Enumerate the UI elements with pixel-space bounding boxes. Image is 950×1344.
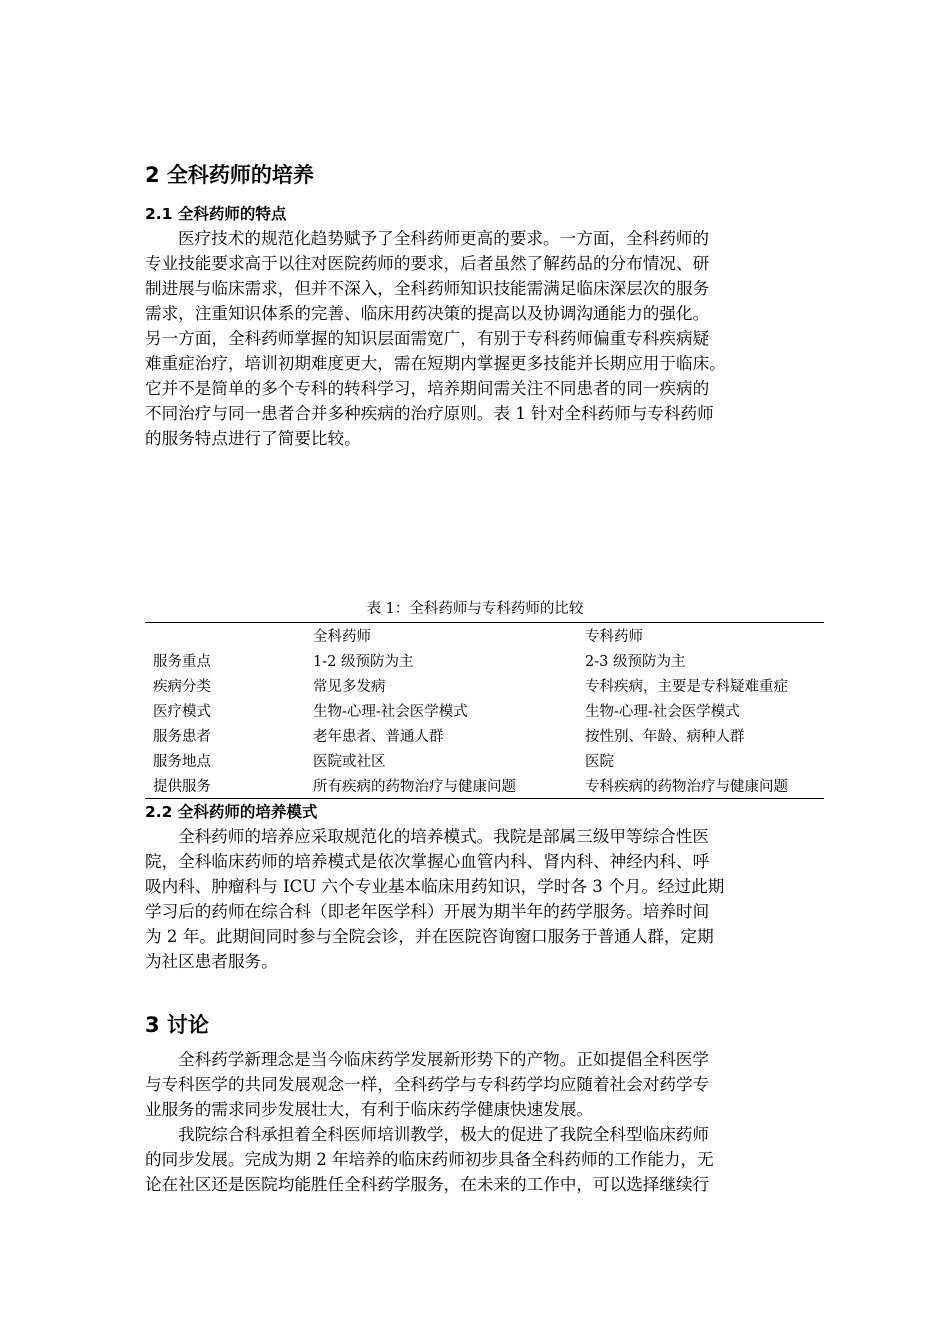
section-2-1-heading: 2.1 全科药师的特点 — [145, 205, 287, 223]
table-cell: 专科疾病的药物治疗与健康问题 — [585, 773, 824, 799]
table-cell: 按性别、年龄、病种人群 — [585, 729, 745, 745]
text-line: 难重症治疗，培训初期难度更大，需在短期内掌握更多技能并长期应用于临床。 — [145, 354, 726, 373]
comparison-table — [145, 622, 824, 799]
table-cell: 生物-心理-社会医学模式 — [313, 704, 468, 720]
text-line: 我院综合科承担着全科医师培训教学，极大的促进了我院全科型临床药师 — [178, 1125, 709, 1144]
text-line: 吸内科、肿瘤科与 ICU 六个专业基本临床用药知识，学时各 3 个月。经过此期 — [145, 877, 725, 896]
text-line: 它并不是简单的多个专科的转科学习，培养期间需关注不同患者的同一疾病的 — [145, 379, 710, 398]
text-line: 的服务特点进行了简要比较。 — [145, 429, 361, 448]
table-cell: 所有疾病的药物治疗与健康问题 — [313, 773, 585, 799]
table-cell: 1-2 级预防为主 — [313, 654, 414, 670]
table-header-row — [145, 623, 824, 649]
table-cell: 常见多发病 — [313, 679, 386, 695]
table-row — [145, 698, 824, 723]
text-line: 为 2 年。此期间同时参与全院会诊，并在医院咨询窗口服务于普通人群，定期 — [145, 927, 714, 946]
text-line: 制进展与临床需求，但并不深入，全科药师知识技能需满足临床深层次的服务 — [145, 279, 710, 298]
table-header-cell — [145, 623, 313, 649]
table-row — [145, 648, 824, 673]
table-cell: 服务地点 — [153, 754, 211, 770]
table-cell: 医院 — [585, 754, 614, 770]
table-row — [145, 673, 824, 698]
section-2-2-paragraph — [145, 824, 825, 974]
table-cell: 疾病分类 — [153, 679, 211, 695]
text-line: 专业技能要求高于以往对医院药师的要求，后者虽然了解药品的分布情况、研 — [145, 254, 710, 273]
table-caption: 表 1：全科药师与专科药师的比较 — [366, 601, 584, 617]
text-line: 的同步发展。完成为期 2 年培养的临床药师初步具备全科药师的工作能力，无 — [145, 1150, 714, 1169]
text-line: 业服务的需求同步发展壮大，有利于临床药学健康快速发展。 — [145, 1100, 594, 1119]
section-2-2-heading: 2.2 全科药师的培养模式 — [145, 803, 318, 821]
table-cell: 生物-心理-社会医学模式 — [585, 704, 740, 720]
table-cell: 服务重点 — [153, 654, 211, 670]
table-cell: 提供服务 — [145, 773, 313, 799]
section-2-1-paragraph — [145, 226, 825, 451]
text-line: 需求，注重知识体系的完善、临床用药决策的提高以及协调沟通能力的强化。 — [145, 304, 710, 323]
table-row — [145, 748, 824, 773]
table-header-cell: 全科药师 — [313, 623, 585, 649]
text-line: 论在社区还是医院均能胜任全科药学服务，在未来的工作中，可以选择继续行 — [145, 1175, 710, 1194]
section-3-heading: 3 讨论 — [145, 1013, 209, 1037]
table-cell: 服务患者 — [153, 729, 211, 745]
table-cell: 2-3 级预防为主 — [585, 654, 686, 670]
table-row — [145, 773, 824, 799]
text-line: 医疗技术的规范化趋势赋予了全科药师更高的要求。一方面，全科药师的 — [178, 229, 709, 248]
table-row — [145, 723, 824, 748]
text-line: 院，全科临床药师的培养模式是依次掌握心血管内科、肾内科、神经内科、呼 — [145, 852, 710, 871]
table-cell: 医疗模式 — [153, 704, 211, 720]
table-cell: 老年患者、普通人群 — [313, 729, 444, 745]
table-header-cell: 专科药师 — [585, 623, 824, 649]
section-2-heading: 2 全科药师的培养 — [145, 163, 314, 187]
table-cell: 医院或社区 — [313, 754, 386, 770]
text-line: 为社区患者服务。 — [145, 952, 278, 971]
text-line: 另一方面，全科药师掌握的知识层面需宽广，有别于专科药师偏重专科疾病疑 — [145, 329, 710, 348]
text-line: 全科药学新理念是当今临床药学发展新形势下的产物。正如提倡全科医学 — [178, 1050, 709, 1069]
text-line: 学习后的药师在综合科（即老年医学科）开展为期半年的药学服务。培养时间 — [145, 902, 710, 921]
text-line: 不同治疗与同一患者合并多种疾病的治疗原则。表 1 针对全科药师与专科药师 — [145, 404, 714, 423]
text-line: 全科药师的培养应采取规范化的培养模式。我院是部属三级甲等综合性医 — [178, 827, 709, 846]
table-cell: 专科疾病，主要是专科疑难重症 — [585, 679, 788, 695]
text-line: 与专科医学的共同发展观念一样，全科药学与专科药学均应随着社会对药学专 — [145, 1075, 710, 1094]
section-3-paragraph-1 — [145, 1047, 825, 1197]
